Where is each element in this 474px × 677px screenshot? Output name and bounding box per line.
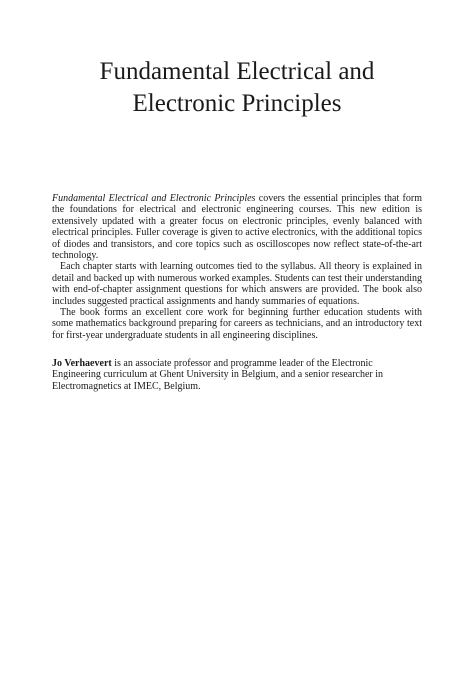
description-paragraph-2: Each chapter starts with learning outcomes tied to the syllabus. All theory is explained in detail and backed up with numerous worked examples. Students can test their understanding with end-of-chapter assignment questions for which answers are provided. The book also includes suggested practical assignments and handy summaries of equations.	[52, 261, 422, 307]
description-paragraph-3: The book forms an excellent core work for beginning further education students with some mathematics background preparing for careers as technicians, and an introductory text for first-year undergraduate students in all engineering disciplines.	[52, 307, 422, 341]
book-title	[40, 56, 434, 120]
book-title-line-1: Fundamental Electrical and	[99, 58, 375, 85]
author-bio	[52, 358, 422, 392]
book-description	[52, 193, 422, 341]
description-paragraph-1-text: covers the essential principles that form the foundations for electrical and electronic engineering courses. This new edition is extensively updated with a greater focus on electronic principles, evenly balanced with electrical principles. Fuller coverage is given to active electronics, with the additional topics of diodes and transistors, and core topics such as oscilloscopes now reflect state-of-the-art technology.	[52, 193, 422, 262]
description-paragraph-1	[52, 193, 422, 261]
book-title-line-2: Electronic Principles	[132, 90, 342, 117]
description-book-title: Fundamental Electrical and Electronic Principles	[52, 193, 256, 204]
author-bio-line-1-text: is an associate professor and programme leader of the Electronic	[111, 358, 373, 369]
author-name: Jo Verhaevert	[52, 358, 112, 369]
author-bio-line-1	[52, 358, 422, 369]
author-bio-line-2: Engineering curriculum at Ghent University in Belgium, and a senior researcher in	[52, 369, 384, 381]
author-bio-line-3: Electromagnetics at IMEC, Belgium.	[52, 380, 201, 392]
